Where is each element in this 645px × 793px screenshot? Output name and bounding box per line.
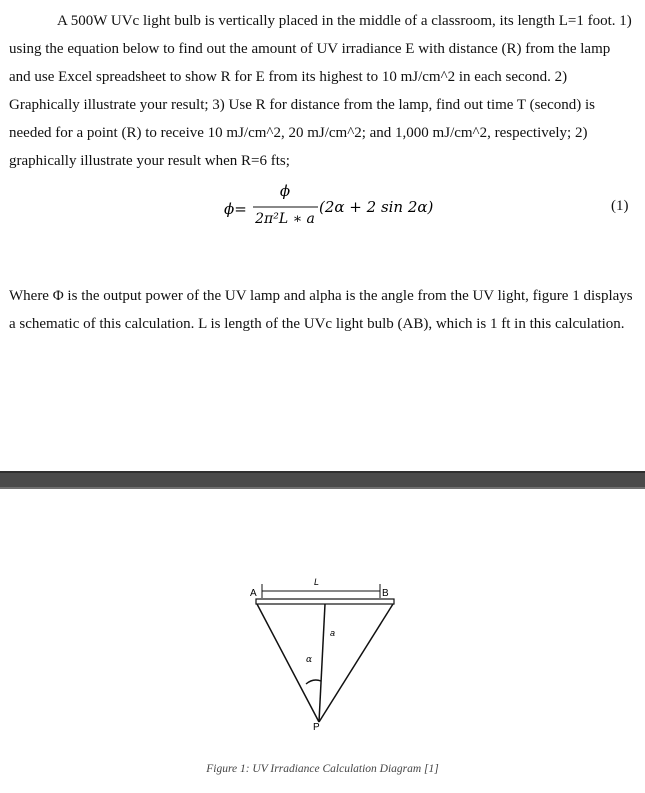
- equation-graphic: [222, 176, 442, 236]
- lamp-bar: [256, 599, 394, 604]
- separator-bar: [0, 471, 645, 489]
- figure-caption: Figure 1: UV Irradiance Calculation Diagram [1]: [206, 763, 439, 775]
- equation-factor: (2α + 2 sin 2α): [319, 198, 434, 216]
- problem-paragraph: A 500W UVc light bulb is vertically placed in the middle of a classroom, its length L=1 foot. 1) using the equation below to find out the amount of UV irradiance E with distance (R) from the lamp and use Excel spreadsheet to show R for E from its highest to 10 mJ/cm^2 in each second. 2) Graphically illustrate your result; 3) Use R for distance from the lamp, find out time T (second) is needed for a point (R) to receive 10 mJ/cm^2, 20 mJ/cm^2; and 1,000 mJ/cm^2, respectively; 2) graphically illustrate your result when R=6 fts;: [9, 13, 632, 169]
- label-point: P: [313, 722, 320, 733]
- right-ray: [319, 604, 393, 722]
- label-b-end: B: [382, 588, 389, 599]
- label-distance: a: [330, 628, 336, 638]
- equation-denominator: 2π²L ∗ a: [255, 211, 315, 227]
- label-angle: α: [306, 655, 313, 665]
- irradiance-equation: [222, 176, 442, 236]
- label-length: L: [314, 577, 320, 587]
- uv-irradiance-diagram: [240, 570, 410, 740]
- explanation-paragraph: Where Φ is the output power of the UV lamp and alpha is the angle from the UV light, figure 1 displays a schematic of this calculation. L is length of the UVc light bulb (AB), which is 1 ft in this calculation.: [9, 288, 633, 332]
- angle-arc: [306, 680, 321, 684]
- equation-lhs: ϕ=: [224, 200, 247, 218]
- diagram-graphic: [240, 570, 410, 735]
- label-a-end: A: [250, 588, 257, 599]
- equation-numerator: ϕ: [279, 182, 291, 200]
- distance-line: [319, 604, 325, 722]
- equation-number: (1): [611, 198, 629, 214]
